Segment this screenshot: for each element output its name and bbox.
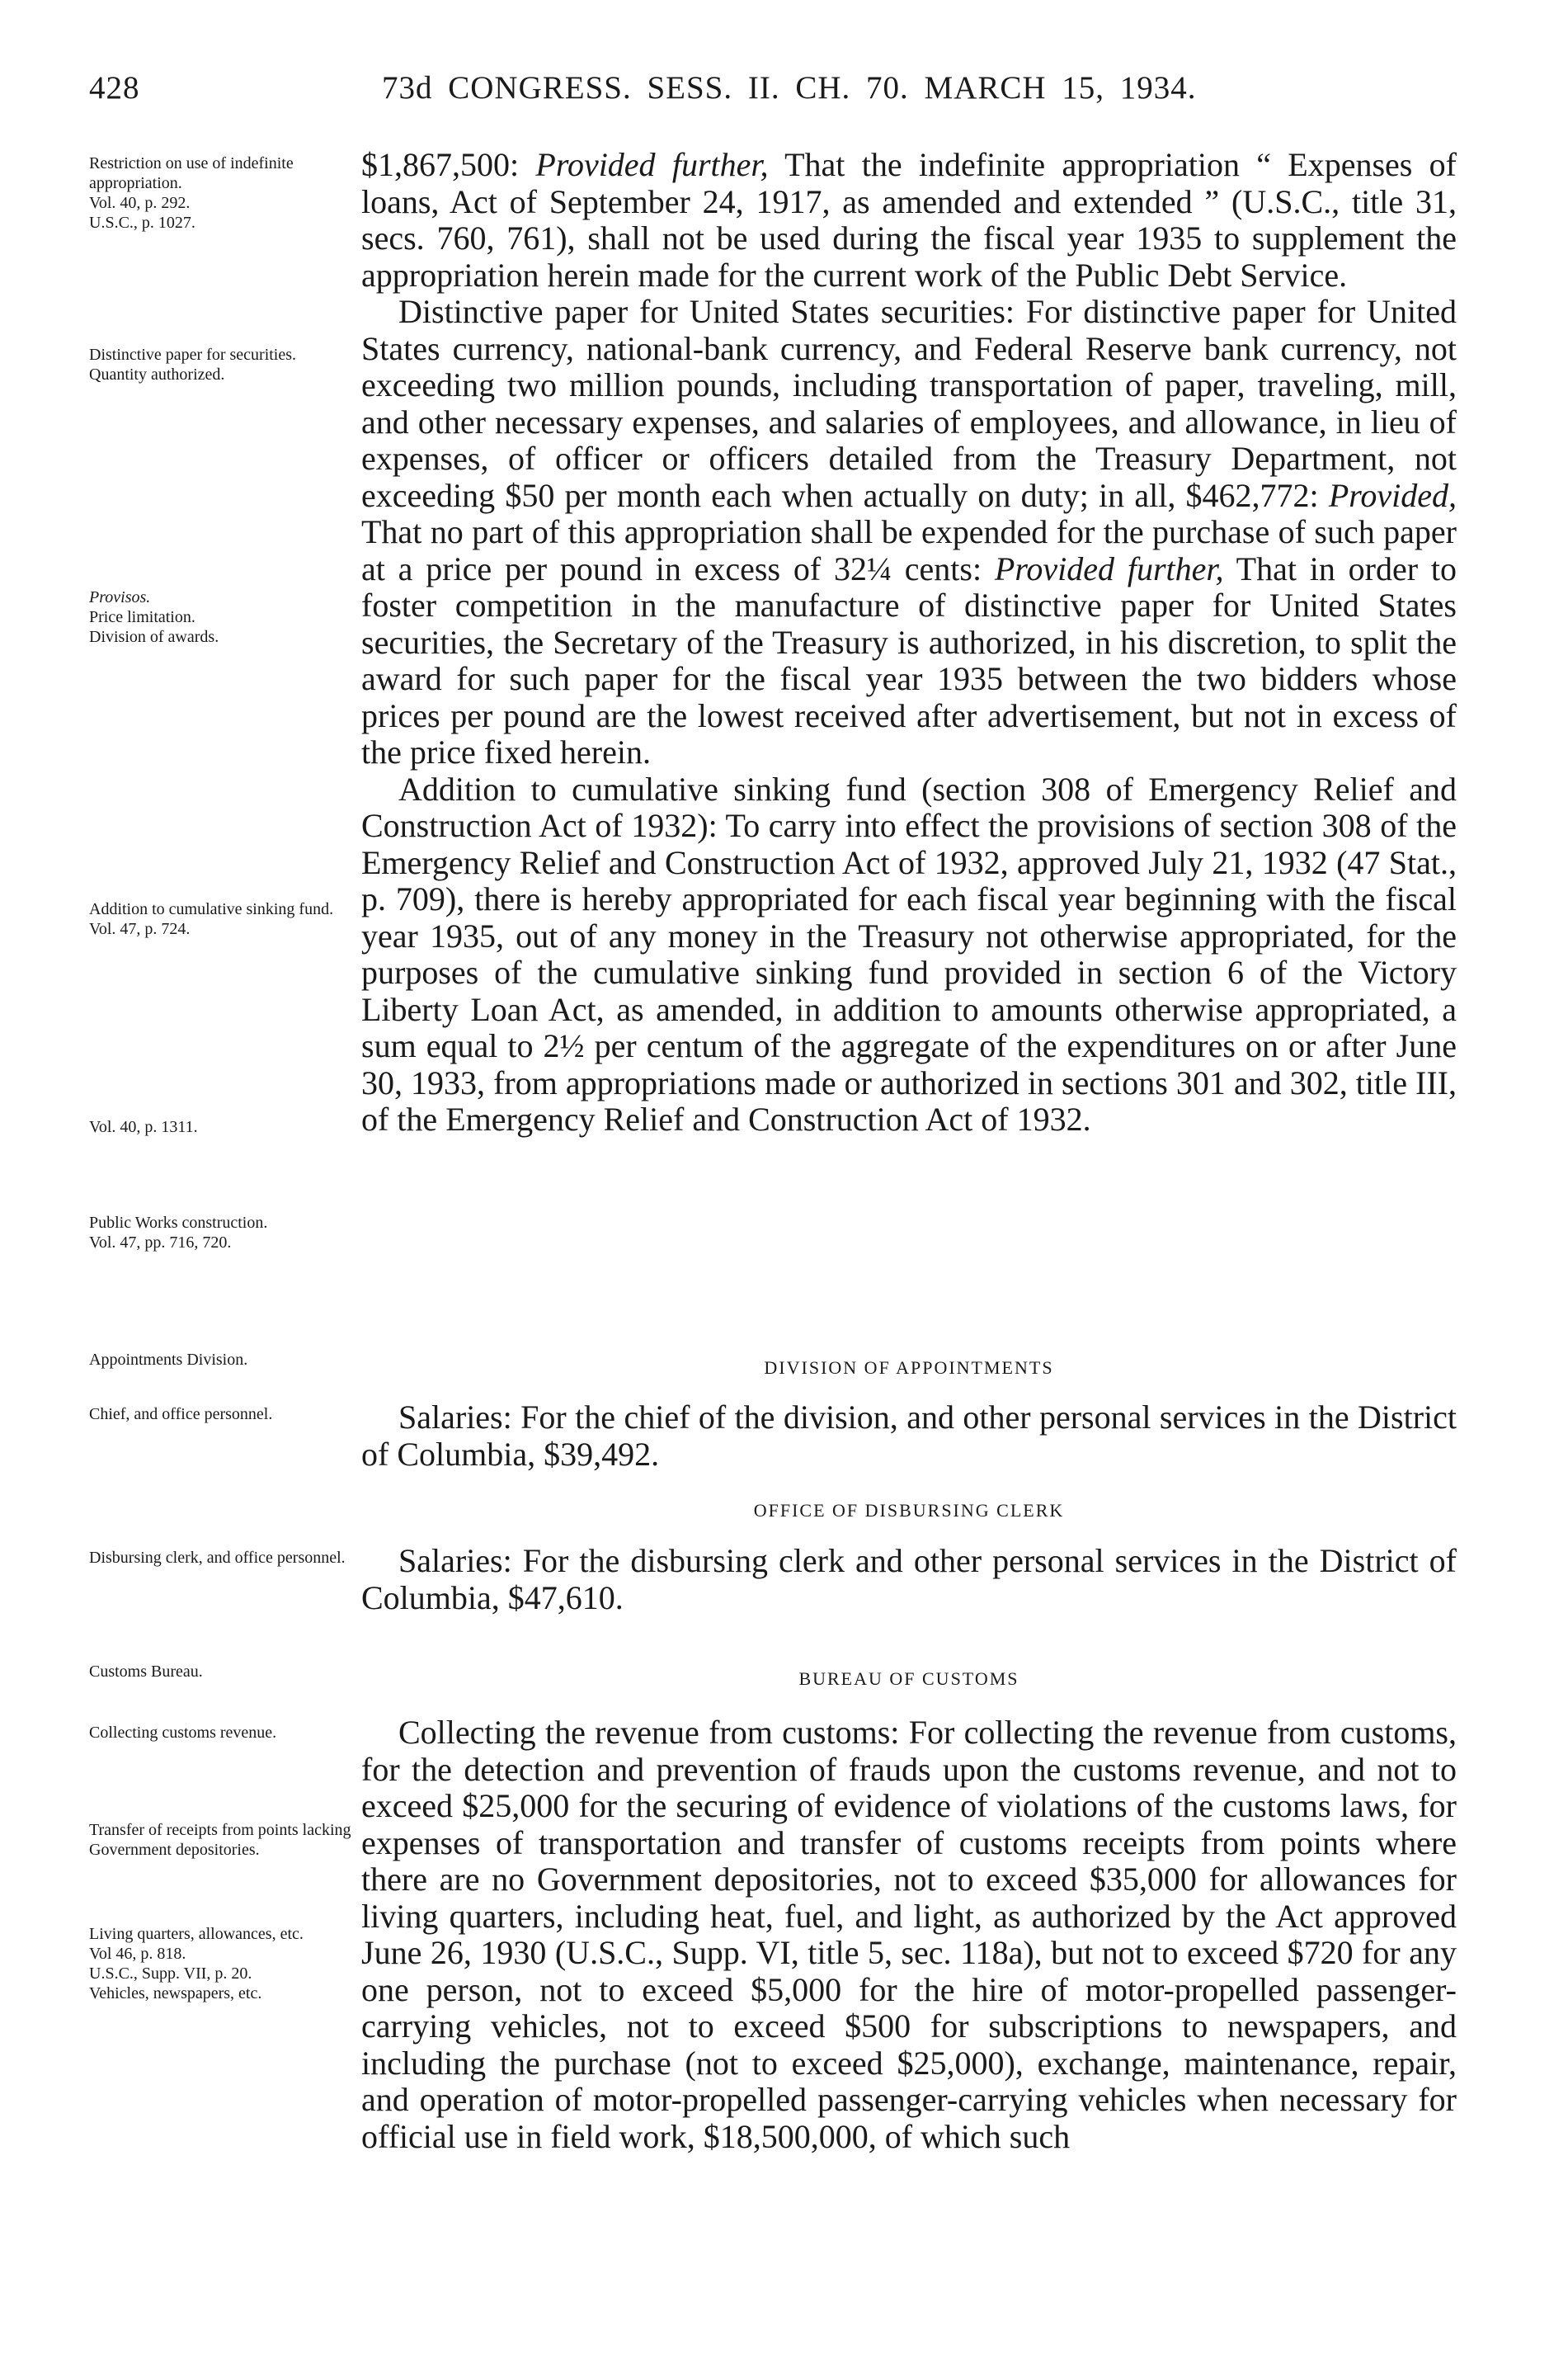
margin-note-public-works — [89, 1213, 361, 1252]
paragraph-text: Salaries: For the chief of the division, and other personal services in the District of Columbia, $39,492. — [361, 1398, 1457, 1473]
paragraph-disbursing-salaries — [361, 1543, 1457, 1616]
paragraph-public-debt — [361, 147, 1457, 294]
margin-note-customs — [89, 1662, 361, 1681]
heading-customs: BUREAU OF CUSTOMS — [798, 1668, 1019, 1689]
margin-note-living — [89, 1924, 361, 2003]
margin-note-text: Addition to cumulative sinking fund. Vol. 47, p. 724. — [89, 900, 334, 938]
paragraph-text: That no part of this appropriation shall be expended for the purchase of such paper at a price per pound in excess of 32¼ cents: — [361, 513, 1457, 587]
margin-note-transfer — [89, 1820, 361, 1860]
running-head — [89, 69, 1458, 119]
amount: $1,867,500: — [361, 146, 536, 183]
margin-note-text: Living quarters, allowances, etc. Vol 46, p. 818. U.S.C., Supp. VII, p. 20. Vehicles, newspapers, etc. — [89, 1925, 304, 2002]
margin-note-text: Transfer of receipts from points lacking Government depositories. — [89, 1821, 351, 1859]
body-section-disbursing — [361, 1543, 1457, 1616]
margin-note-addition — [89, 899, 361, 939]
page-number: 428 — [89, 70, 140, 106]
paragraph-text: That in order to foster competition in the manufacture of distinctive paper for United States securities, the Secretary of the Treasury is authorized, in his discretion, to split the award for such paper for the fiscal year 1935 between the two bidders whose prices per pound are the lowest received after advertisement, but not in excess of the price fixed herein. — [361, 549, 1457, 771]
margin-note-restriction — [89, 153, 361, 233]
body-section-1 — [361, 147, 1457, 1139]
running-head-title: 73d CONGRESS. SESS. II. CH. 70. MARCH 15, 1934. — [382, 70, 1197, 106]
paragraph-text: Distinctive paper for United States securities: For distinctive paper for United States currency, national-bank currency, and Federal Reserve bank currency, not exceeding two million pounds, including transportation of paper, traveling, mill, and other necessary expenses, and salaries of employees, and allowance, in lieu of expenses, of officer or officers detailed from the Treasury Department, not exceeding $50 per month each when actually on duty; in all, $462,772: — [361, 293, 1457, 514]
margin-note-provisos — [89, 587, 361, 607]
heading-disbursing: OFFICE OF DISBURSING CLERK — [753, 1500, 1065, 1521]
margin-note-appointments — [89, 1350, 361, 1370]
margin-note-distinctive — [89, 345, 361, 384]
margin-note-text: Restriction on use of indefinite appropriation. Vol. 40, p. 292. U.S.C., p. 1027. — [89, 154, 294, 232]
paragraph-distinctive-paper — [361, 294, 1457, 771]
proviso: Provided, — [1328, 476, 1457, 514]
margin-note-price — [89, 607, 361, 647]
margin-note-text: Price limitation. Division of awards. — [89, 608, 219, 646]
paragraph-text: Collecting the revenue from customs: For collecting the revenue from customs, for the detection and prevention of frauds upon the customs revenue, and not to exceed $25,000 for the securing of evidence of violations of the customs laws, for expenses of transportation and transfer of customs receipts from points where there are no Government depositories, not to exceed $35,000 for allowances for living quarters, including heat, fuel, and light, as authorized by the Act approved June 26, 1930 (U.S.C., Supp. VI, title 5, sec. 118a), but not to exceed $720 for any one person, not to exceed $5,000 for the hire of motor-propelled passenger-carrying vehicles, not to exceed $500 for subscriptions to newspapers, and including the purchase (not to exceed $25,000), exchange, maintenance, repair, and operation of motor-propelled passenger-carrying vehicles when necessary for official use in field work, $18,500,000, of which such — [361, 1714, 1457, 2155]
margin-note-text: Collecting customs revenue. — [89, 1724, 277, 1742]
margin-note-text: Public Works construction. Vol. 47, pp. 716, 720. — [89, 1214, 268, 1252]
paragraph-sinking-fund — [361, 771, 1457, 1139]
paragraph-customs-revenue — [361, 1714, 1457, 2155]
proviso: Provided further, — [994, 549, 1224, 587]
margin-note-collecting — [89, 1723, 361, 1743]
margin-note-disbursing — [89, 1548, 361, 1568]
margin-note-text: Vol. 40, p. 1311. — [89, 1118, 198, 1136]
paragraph-appointments-salaries — [361, 1399, 1457, 1473]
body-section-appointments — [361, 1399, 1457, 1473]
paragraph-text: Addition to cumulative sinking fund (section 308 of Emergency Relief and Construction Act of 1932): To carry into effect the provisions of section 308 of the Emergency Relief and Construction Act of 1932, approved July 21, 1932 (47 Stat., p. 709), there is hereby appropriated for each fiscal year beginning with the fiscal year 1935, out of any money in the Treasury not otherwise appropriated, for the purposes of the cumulative sinking fund provided in section 6 of the Victory Liberty Loan Act, as amended, in addition to amounts otherwise appropriated, a sum equal to 2½ per centum of the aggregate of the expenditures on or after June 30, 1933, from appropriations made or authorized in sections 301 and 302, title III, of the Emergency Relief and Construction Act of 1932. — [361, 770, 1457, 1138]
margin-note-text: Distinctive paper for securities. Quantity authorized. — [89, 346, 297, 384]
margin-note-text: Customs Bureau. — [89, 1663, 203, 1681]
margin-note-text: Disbursing clerk, and office personnel. — [89, 1549, 346, 1567]
body-section-customs — [361, 1714, 1457, 2155]
paragraph-text: That the indefinite appropriation “ Expenses of loans, Act of September 24, 1917, as amended and extended ” (U.S.C., title 31, secs. 760, 761), shall not be used during the fiscal year 1935 to supplement the appropriation herein made for the current work of the Public Debt Service. — [361, 146, 1457, 294]
margin-note-text: Chief, and office personnel. — [89, 1405, 273, 1423]
paragraph-text: Salaries: For the disbursing clerk and other personal services in the District of Columbia, $47,610. — [361, 1542, 1457, 1616]
margin-note-text: Appointments Division. — [89, 1351, 248, 1369]
proviso: Provided further, — [535, 146, 769, 183]
margin-note-vol40 — [89, 1117, 361, 1137]
margin-note-chief — [89, 1404, 361, 1424]
heading-appointments: DIVISION OF APPOINTMENTS — [764, 1357, 1054, 1378]
margin-note-text: Provisos. — [89, 588, 151, 606]
